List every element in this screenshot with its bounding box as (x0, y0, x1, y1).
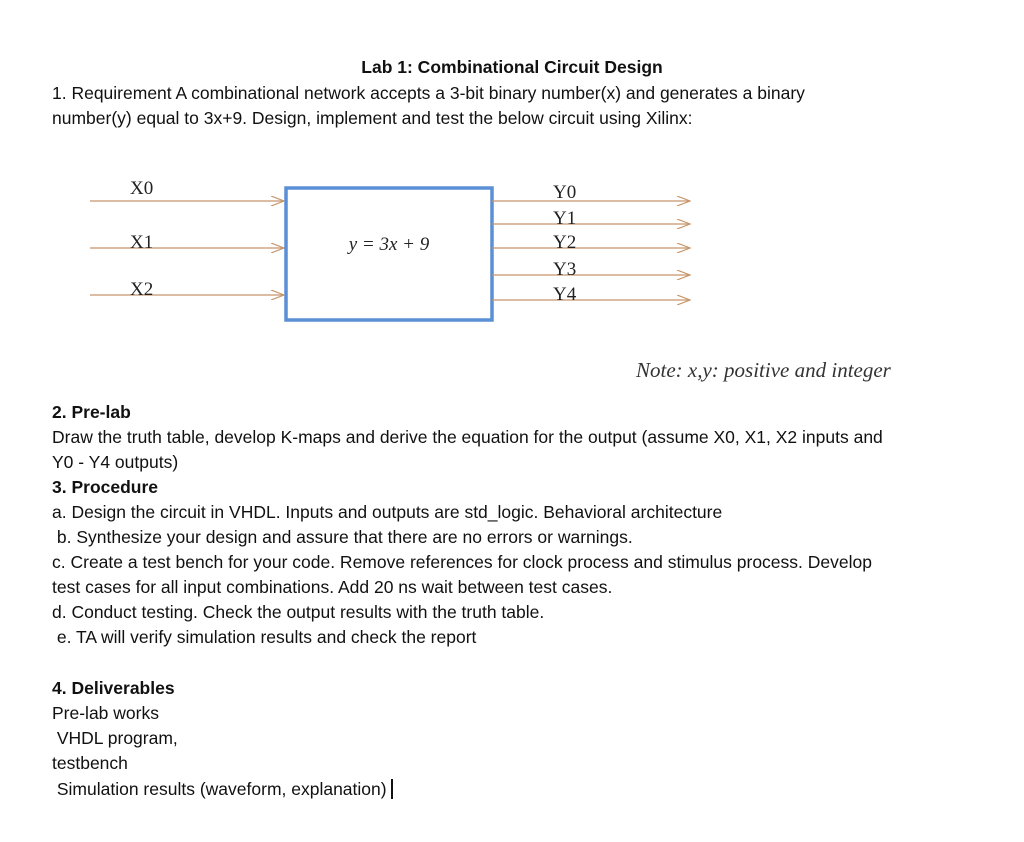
output-label-y4: Y4 (553, 284, 577, 305)
diagram-note: Note: x,y: positive and integer (636, 358, 891, 382)
procedure-step-b: b. Synthesize your design and assure that there are no errors or warnings. (52, 527, 633, 547)
output-label-y1: Y1 (553, 208, 577, 229)
output-label-y0: Y0 (553, 182, 577, 203)
procedure-step-e: e. TA will verify simulation results and check the report (52, 627, 477, 647)
deliverable-item-4-text: Simulation results (waveform, explanation) (52, 779, 387, 799)
prelab-line-1: Draw the truth table, develop K-maps and derive the equation for the output (assume X0, X1, X2 inputs and (52, 427, 883, 447)
requirement-line-2: number(y) equal to 3x+9. Design, implement and test the below circuit using Xilinx: (52, 108, 693, 128)
deliverable-item-2: VHDL program, (52, 728, 178, 748)
procedure-step-c-line-2: test cases for all input combinations. Add 20 ns wait between test cases. (52, 577, 613, 597)
requirement-line-1: 1. Requirement A combinational network accepts a 3-bit binary number(x) and generates a binary (52, 83, 805, 103)
deliverable-item-4 (52, 778, 393, 800)
input-label-x2: X2 (130, 279, 154, 300)
page-title: Lab 1: Combinational Circuit Design (361, 57, 663, 77)
function-label: y = 3x + 9 (348, 234, 430, 255)
input-label-x0: X0 (130, 178, 154, 199)
prelab-heading: 2. Pre-lab (52, 402, 131, 422)
procedure-heading: 3. Procedure (52, 477, 159, 497)
input-label-x1: X1 (130, 232, 154, 253)
deliverables-heading: 4. Deliverables (52, 678, 175, 698)
prelab-line-2: Y0 - Y4 outputs) (52, 452, 179, 472)
circuit-diagram (0, 160, 760, 340)
output-label-y2: Y2 (553, 232, 577, 253)
deliverable-item-3: testbench (52, 753, 128, 773)
deliverable-item-1: Pre-lab works (52, 703, 159, 723)
text-cursor (391, 779, 393, 799)
procedure-step-d: d. Conduct testing. Check the output results with the truth table. (52, 602, 545, 622)
output-label-y3: Y3 (553, 259, 577, 280)
procedure-step-c-line-1: c. Create a test bench for your code. Remove references for clock process and stimulus process. Develop (52, 552, 872, 572)
procedure-step-a: a. Design the circuit in VHDL. Inputs and outputs are std_logic. Behavioral architecture (52, 502, 723, 522)
